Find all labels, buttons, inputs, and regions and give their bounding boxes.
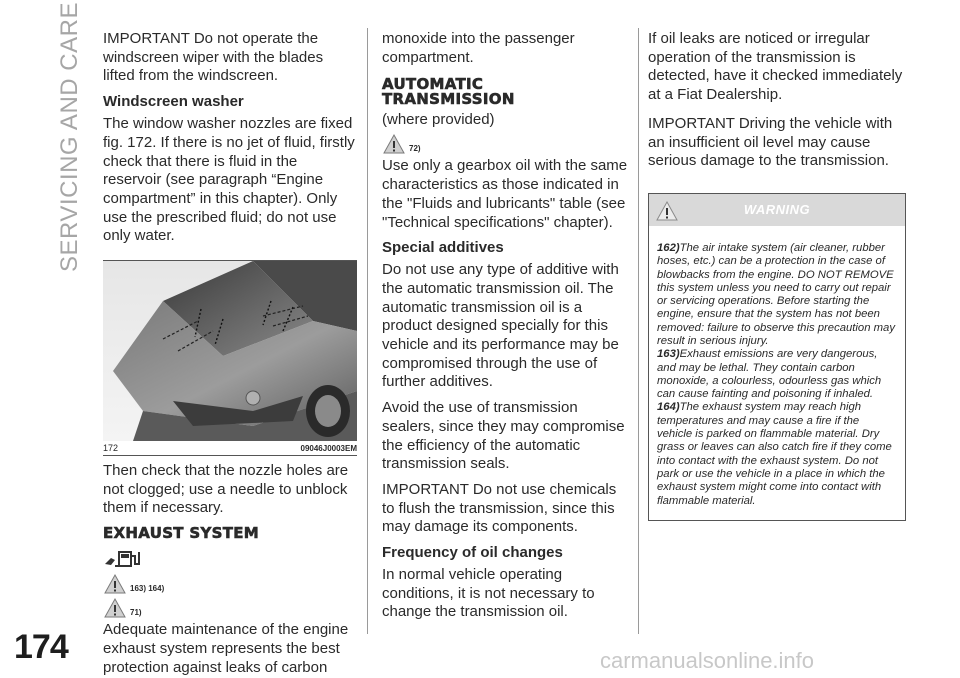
warning-163-number: 163) bbox=[657, 348, 680, 361]
heading-special-additives: Special additives bbox=[382, 239, 504, 257]
warning-ref-row bbox=[382, 133, 632, 155]
hand-pump-fuel-icon bbox=[103, 545, 357, 569]
washer-paragraph: The window washer nozzles are fixed fig. 172. If there is no jet of fluid, firstly check that there is fluid in the reservoir (see paragraph “Engine compartment” in this chapter). Only use the prescribed fluid; do not use only water. bbox=[103, 115, 355, 245]
heading-exhaust-system: EXHAUST SYSTEM bbox=[103, 524, 260, 543]
important-note-oil-level: IMPORTANT Driving the vehicle with an insufficient oil level may cause serious damage to the transmission. bbox=[648, 114, 893, 170]
warning-164 bbox=[657, 401, 897, 507]
column-1 bbox=[103, 30, 357, 678]
heading-line-1: AUTOMATIC bbox=[382, 75, 484, 94]
page-number: 174 bbox=[14, 628, 68, 666]
warning-162-text: The air intake system (air cleaner, rubber hoses, etc.) can be a protection in the case of blowbacks from the engine. DO NOT REMOVE this system unless you need to carry out repair or servicing operations. Before starting the engine, ensure that the system has not been removed: failure to observe this precaution may result in serious injury. bbox=[657, 241, 895, 347]
warning-163 bbox=[657, 348, 897, 401]
warning-164-number: 164) bbox=[657, 401, 680, 414]
note-ref: 72) bbox=[409, 144, 421, 154]
warning-triangle-icon bbox=[103, 573, 127, 595]
warning-163-text: Exhaust emissions are very dangerous, and may be lethal. They contain carbon monoxide, a colourless, odourless gas which can cause fainting and poisoning if inhaled. bbox=[657, 348, 882, 401]
warning-162-number: 162) bbox=[657, 241, 680, 254]
additives-paragraph-1: Do not use any type of additive with the automatic transmission oil. The automatic transmission oil is a product designed specially for this vehicle and its performance may be compromised through the use of further additives. bbox=[382, 261, 619, 391]
column-3 bbox=[648, 30, 906, 521]
column-2 bbox=[382, 30, 632, 629]
heading-line-2: TRANSMISSION bbox=[382, 90, 515, 109]
where-provided-label: (where provided) bbox=[382, 111, 495, 129]
figure-number: 172 bbox=[103, 443, 119, 454]
oil-leaks-paragraph: If oil leaks are noticed or irregular operation of the transmission is detected, have it checked immediately at a Fiat Dealership. bbox=[648, 30, 903, 104]
heading-windscreen-washer: Windscreen washer bbox=[103, 93, 244, 111]
warning-refs-row bbox=[103, 573, 357, 595]
important-note-wiper: IMPORTANT Do not operate the windscreen wiper with the blades lifted from the windscreen. bbox=[103, 30, 324, 85]
chapter-side-title: SERVICING AND CARE bbox=[56, 2, 83, 272]
figure-caption bbox=[103, 441, 357, 455]
figure-code: 09046J0003EM bbox=[300, 443, 357, 453]
site-watermark: carmanualsonline.info bbox=[600, 648, 815, 673]
warning-triangle-icon bbox=[655, 200, 679, 222]
note-refs: 71) bbox=[130, 608, 142, 618]
exhaust-continued-paragraph: monoxide into the passenger compartment. bbox=[382, 30, 575, 66]
note-refs-row bbox=[103, 597, 357, 619]
frequency-paragraph: In normal vehicle operating conditions, it is not necessary to change the transmission oil. bbox=[382, 566, 595, 621]
heading-automatic-transmission bbox=[382, 77, 632, 107]
gearbox-oil-paragraph: Use only a gearbox oil with the same characteristics as those indicated in the "Fluids and lubricants" table (see "Technical specifications" chapter). bbox=[382, 157, 628, 231]
warning-title: WARNING bbox=[743, 202, 811, 218]
warning-box bbox=[648, 193, 906, 521]
additives-paragraph-2: Avoid the use of transmission sealers, since they may compromise the efficiency of the automatic transmission seals. bbox=[382, 399, 625, 473]
caution-triangle-icon bbox=[382, 133, 406, 155]
car-hood-illustration bbox=[103, 261, 357, 441]
heading-oil-change-frequency: Frequency of oil changes bbox=[382, 544, 563, 562]
warning-refs: 163) 164) bbox=[130, 584, 165, 594]
warning-body bbox=[649, 226, 905, 520]
warning-164-text: The exhaust system may reach high temperatures and may cause a fire if the vehicle is parked on flammable material. Dry grass or leaves can also catch fire if they come into contact with the exhaust system. Do not park or use the vehicle in a place in which the exhaust system might come into contact with flammable material. bbox=[657, 401, 892, 507]
caution-triangle-icon bbox=[103, 597, 127, 619]
exhaust-paragraph: Adequate maintenance of the engine exhaust system represents the best protection against leaks of carbon bbox=[103, 621, 349, 676]
important-note-chemicals: IMPORTANT Do not use chemicals to flush the transmission, since this may damage its components. bbox=[382, 480, 617, 536]
column-divider bbox=[367, 28, 368, 634]
nozzle-check-paragraph: Then check that the nozzle holes are not clogged; use a needle to unblock them if necessary. bbox=[103, 462, 349, 517]
warning-header bbox=[649, 194, 905, 226]
figure-172 bbox=[103, 260, 357, 456]
column-divider bbox=[638, 28, 639, 634]
warning-162 bbox=[657, 242, 897, 348]
